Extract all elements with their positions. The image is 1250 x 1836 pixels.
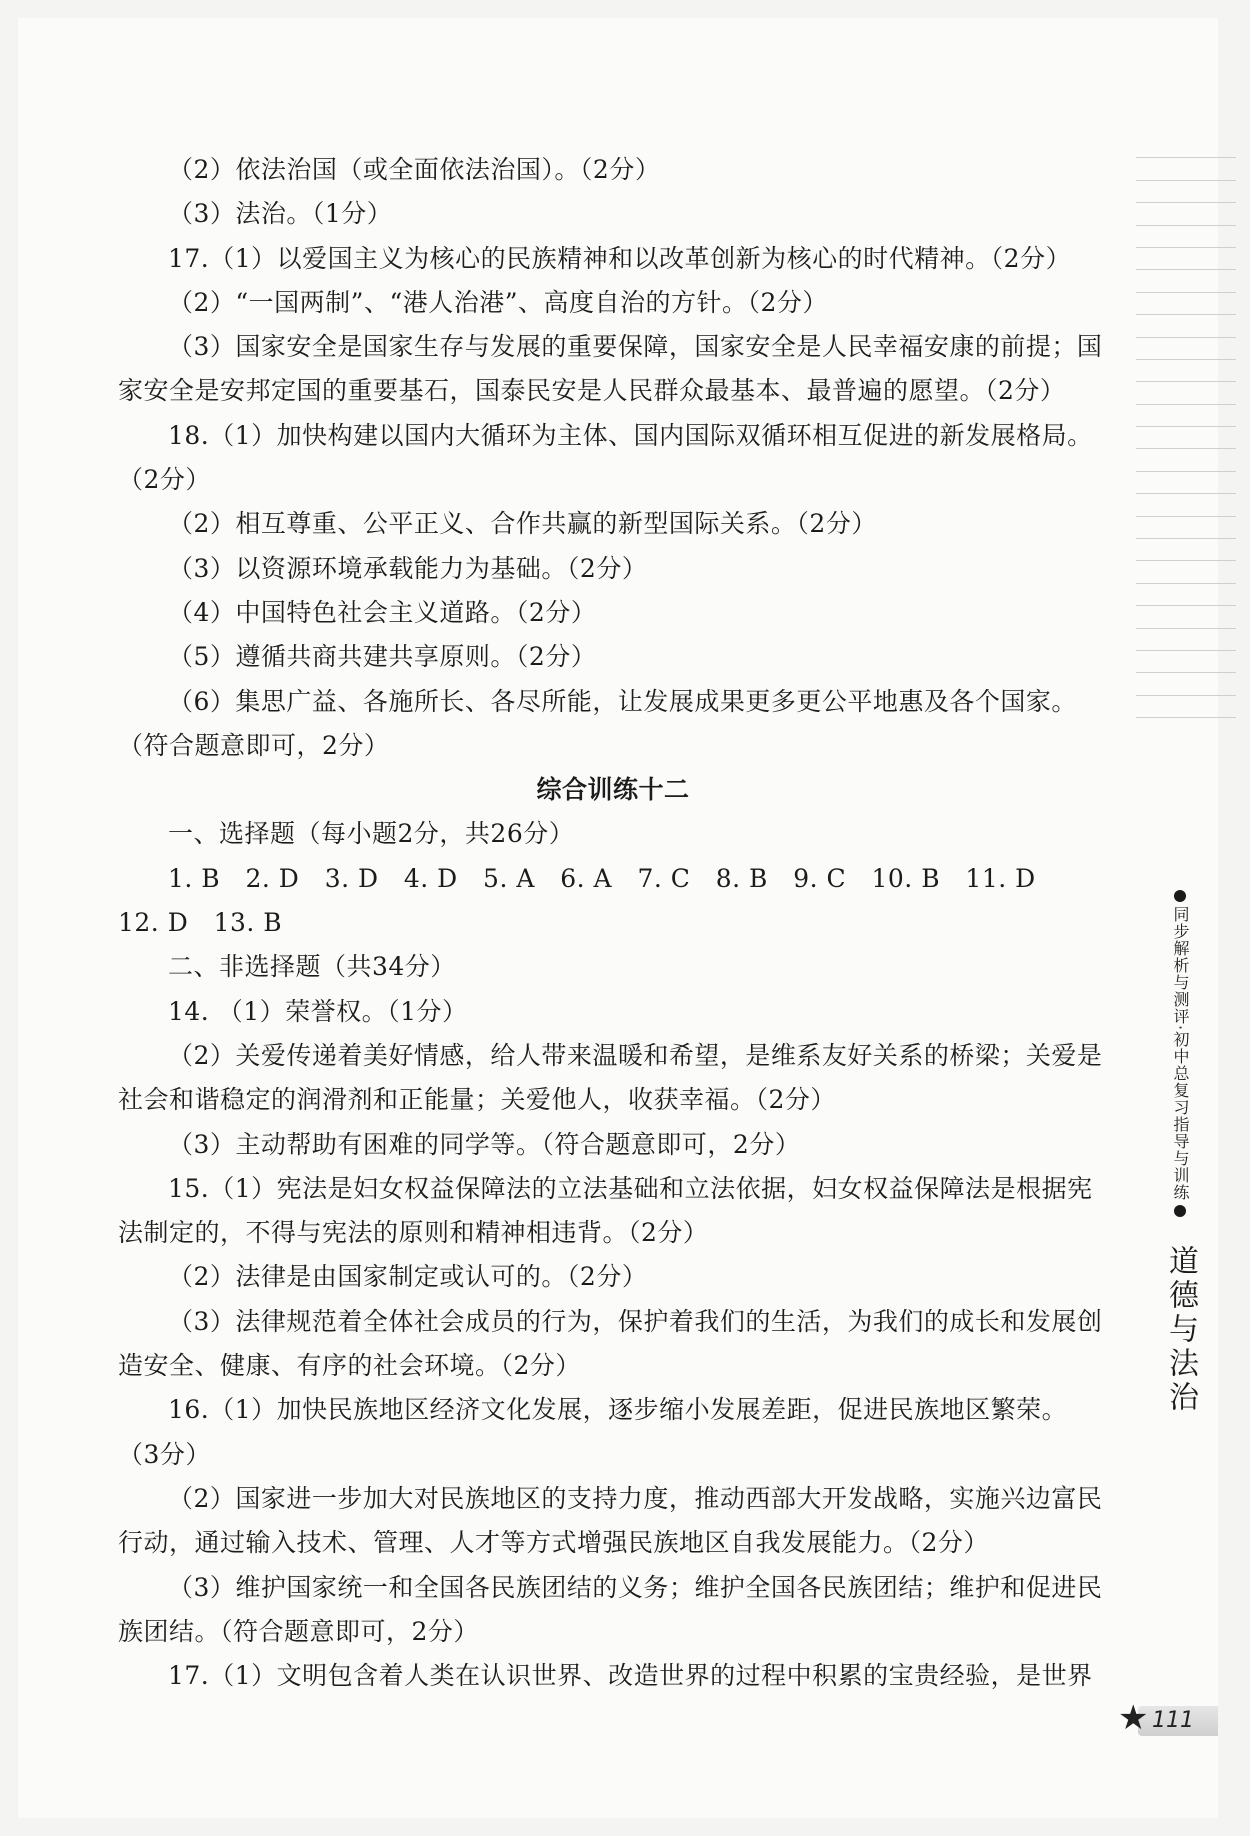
text-line: （3）国家安全是国家生存与发展的重要保障，国家安全是人民幸福安康的前提；国	[168, 332, 1103, 362]
page-number-tab	[1118, 1698, 1218, 1738]
sidebar	[1158, 886, 1202, 1415]
subject-title: 道德与法治	[1163, 1245, 1198, 1416]
answer-text	[118, 148, 1108, 1698]
rule-line	[1136, 427, 1236, 449]
rule-line	[1136, 382, 1236, 404]
text-line: （5）遵循共商共建共享原则。（2分）	[168, 642, 597, 672]
rule-line	[1136, 449, 1236, 471]
rule-line	[1136, 561, 1236, 583]
text-line: 17.（1）以爱国主义为核心的民族精神和以改革创新为核心的时代精神。（2分）	[168, 243, 1072, 273]
text-line: 17.（1）文明包含着人类在认识世界、改造世界的过程中积累的宝贵经验，是世界	[168, 1661, 1093, 1691]
rule-line	[1136, 360, 1236, 382]
text-line: 16.（1）加快民族地区经济文化发展，逐步缩小发展差距，促进民族地区繁荣。	[168, 1395, 1068, 1425]
text-line: （2）“一国两制”、“港人治港”、高度自治的方针。（2分）	[168, 287, 828, 317]
rule-line	[1136, 606, 1236, 628]
rule-line	[1136, 405, 1236, 427]
rule-line	[1136, 203, 1236, 225]
text-line: 18.（1）加快构建以国内大循环为主体、国内国际双循环相互促进的新发展格局。	[168, 420, 1093, 450]
text-line: （3）主动帮助有困难的同学等。（符合题意即可，2分）	[168, 1129, 801, 1159]
text-line: 一、选择题（每小题2分，共26分）	[168, 819, 575, 849]
bullet-dot	[1174, 1205, 1186, 1217]
rule-line	[1136, 181, 1236, 203]
rule-line	[1136, 584, 1236, 606]
text-line: 法制定的，不得与宪法的原则和精神相违背。（2分）	[118, 1218, 709, 1248]
margin-rules	[1136, 136, 1236, 718]
text-line: 12. D 13. B	[118, 908, 283, 938]
text-line: （4）中国特色社会主义道路。（2分）	[168, 597, 597, 627]
rule-line	[1136, 270, 1236, 292]
rule-line	[1136, 136, 1236, 158]
text-line: （2）关爱传递着美好情感，给人带来温暖和希望，是维系友好关系的桥梁；关爱是	[168, 1040, 1103, 1070]
text-line: 家安全是安邦定国的重要基石，国泰民安是人民群众最基本、最普遍的愿望。（2分）	[118, 376, 1066, 406]
rule-line	[1136, 517, 1236, 539]
text-line: （符合题意即可，2分）	[118, 730, 390, 760]
bullet-dot	[1174, 890, 1186, 902]
rule-line	[1136, 539, 1236, 561]
series-title: 同步解析与测评·初中总复习指导与训练	[1171, 906, 1190, 1202]
text-line: （3）维护国家统一和全国各民族团结的义务；维护全国各民族团结；维护和促进民	[168, 1572, 1103, 1602]
rule-line	[1136, 293, 1236, 315]
text-line: （2分）	[118, 465, 211, 495]
rule-line	[1136, 226, 1236, 248]
rule-line	[1136, 315, 1236, 337]
rule-line	[1136, 248, 1236, 270]
page	[18, 18, 1218, 1818]
text-line: 造安全、健康、有序的社会环境。（2分）	[118, 1351, 581, 1381]
text-line: 社会和谐稳定的润滑剂和正能量；关爱他人，收获幸福。（2分）	[118, 1085, 836, 1115]
text-line: （3）法律规范着全体社会成员的行为，保护着我们的生活，为我们的成长和发展创	[168, 1306, 1103, 1336]
text-line: （3）以资源环境承载能力为基础。（2分）	[168, 553, 648, 583]
rule-line	[1136, 158, 1236, 180]
text-line: 15.（1）宪法是妇女权益保障法的立法基础和立法依据，妇女权益保障法是根据宪	[168, 1173, 1093, 1203]
text-line: （2）相互尊重、公平正义、合作共赢的新型国际关系。（2分）	[168, 509, 877, 539]
rule-line	[1136, 673, 1236, 695]
text-line: 1. B 2. D 3. D 4. D 5. A 6. A 7. C 8. B 9. C 10. B 11. D	[168, 863, 1036, 893]
text-line: （3分）	[118, 1439, 211, 1469]
text-line: （2）法律是由国家制定或认可的。（2分）	[168, 1262, 648, 1292]
text-line: 14. （1）荣誉权。（1分）	[168, 996, 468, 1026]
text-line: 族团结。（符合题意即可，2分）	[118, 1616, 479, 1646]
text-line: （3）法治。（1分）	[168, 199, 393, 229]
rule-line	[1136, 494, 1236, 516]
text-line: （6）集思广益、各施所长、各尽所能，让发展成果更多更公平地惠及各个国家。	[168, 686, 1077, 716]
page-number: 111	[1152, 1708, 1194, 1733]
text-line: （2）依法治国（或全面依法治国）。（2分）	[168, 155, 661, 184]
star-icon: ★	[1118, 1698, 1149, 1738]
rule-line	[1136, 472, 1236, 494]
rule-line	[1136, 651, 1236, 673]
section-title: 综合训练十二	[536, 775, 690, 805]
rule-line	[1136, 696, 1236, 718]
rule-line	[1136, 338, 1236, 360]
text-line: 行动，通过输入技术、管理、人才等方式增强民族地区自我发展能力。（2分）	[118, 1528, 989, 1558]
text-line: 二、非选择题（共34分）	[168, 952, 456, 982]
rule-line	[1136, 629, 1236, 651]
text-line: （2）国家进一步加大对民族地区的支持力度，推动西部大开发战略，实施兴边富民	[168, 1483, 1103, 1513]
